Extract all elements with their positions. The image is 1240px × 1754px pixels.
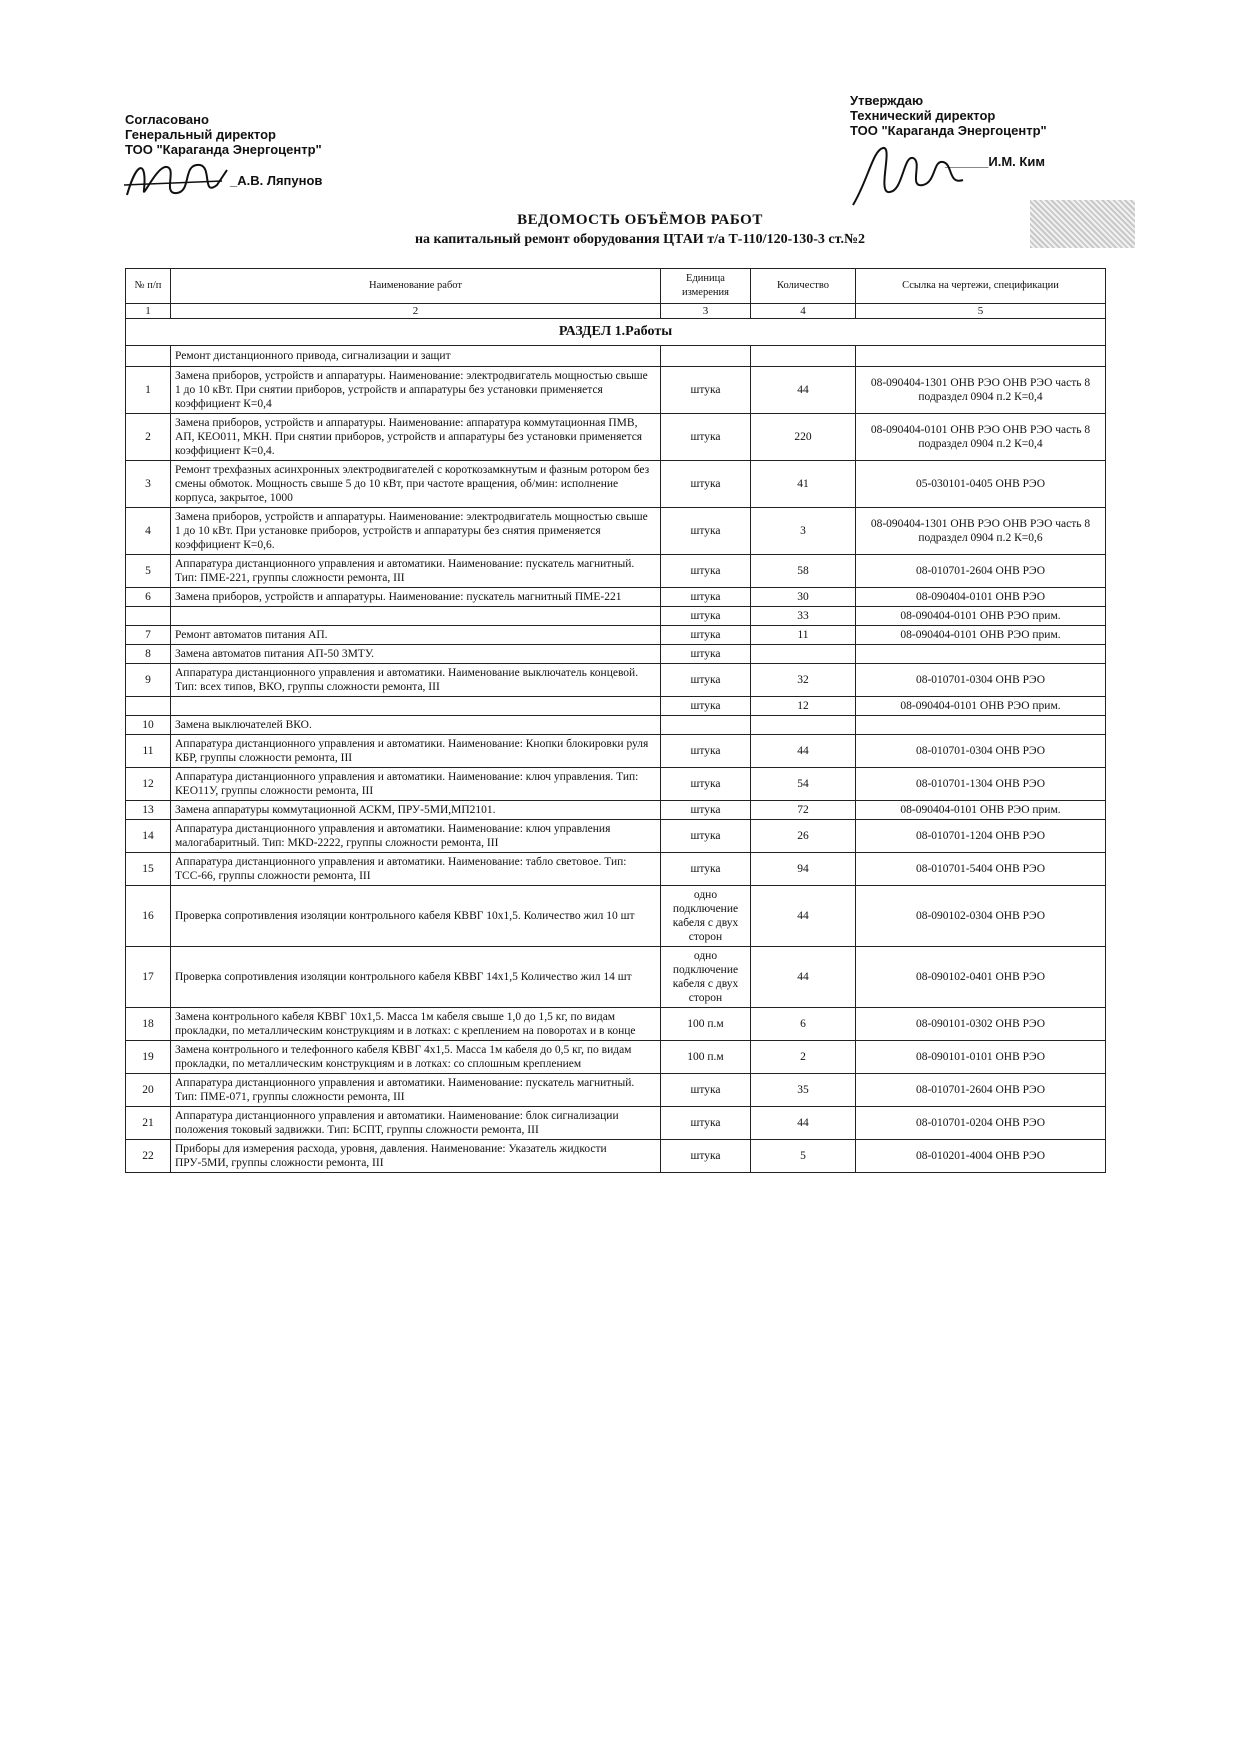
title-line2: на капитальный ремонт оборудования ЦТАИ т/а Т-110/120-130-3 ст.№2 bbox=[414, 232, 866, 247]
row-name: Аппаратура дистанционного управления и автоматики. Наименование: Кнопки блокировки руля КБР, группы сложности ремонта, III bbox=[171, 735, 661, 768]
table-row bbox=[126, 1107, 1106, 1140]
row-qty: 44 bbox=[751, 735, 856, 768]
approval-right-line1: Утверждаю bbox=[850, 93, 924, 108]
approval-right-line3: ТОО "Караганда Энергоцентр" bbox=[850, 123, 1047, 138]
row-name: Аппаратура дистанционного управления и автоматики. Наименование: ключ управления. Тип: КЕО11У, группы сложности ремонта, III bbox=[171, 768, 661, 801]
row-name: Аппаратура дистанционного управления и автоматики. Наименование выключатель концевой. Тип: всех типов, ВКО, группы сложности ремонта, III bbox=[171, 664, 661, 697]
row-unit: штука bbox=[661, 801, 751, 820]
row-num bbox=[126, 607, 171, 626]
row-num: 21 bbox=[126, 1107, 171, 1140]
row-ref: 08-090404-0101 ОНВ РЭО ОНВ РЭО часть 8 подраздел 0904 п.2 К=0,4 bbox=[856, 414, 1106, 461]
row-qty: 44 bbox=[751, 1107, 856, 1140]
row-num: 17 bbox=[126, 947, 171, 1008]
row-qty: 11 bbox=[751, 626, 856, 645]
row-name bbox=[171, 607, 661, 626]
signature-left bbox=[122, 155, 232, 205]
table-row bbox=[126, 508, 1106, 555]
header-unit: Единица измерения bbox=[661, 269, 751, 304]
row-unit: штука bbox=[661, 555, 751, 588]
row-unit: штука bbox=[661, 607, 751, 626]
row-num: 8 bbox=[126, 645, 171, 664]
row-name: Замена приборов, устройств и аппаратуры. Наименование: пускатель магнитный ПМЕ-221 bbox=[171, 588, 661, 607]
row-name: Ремонт автоматов питания АП. bbox=[171, 626, 661, 645]
row-num: 15 bbox=[126, 853, 171, 886]
row-qty: 44 bbox=[751, 886, 856, 947]
row-ref: 08-010701-2604 ОНВ РЭО bbox=[856, 555, 1106, 588]
index-cell: 4 bbox=[751, 304, 856, 319]
table-row bbox=[126, 414, 1106, 461]
header-num: № п/п bbox=[126, 269, 171, 304]
table-row bbox=[126, 461, 1106, 508]
approval-left-line2: Генеральный директор bbox=[125, 127, 276, 142]
row-num: 18 bbox=[126, 1008, 171, 1041]
row-ref: 08-090404-0101 ОНВ РЭО прим. bbox=[856, 607, 1106, 626]
table-row bbox=[126, 1008, 1106, 1041]
row-qty: 3 bbox=[751, 508, 856, 555]
row-num: 11 bbox=[126, 735, 171, 768]
table-row bbox=[126, 801, 1106, 820]
row-unit: одно подключение кабеля с двух сторон bbox=[661, 947, 751, 1008]
row-qty: 26 bbox=[751, 820, 856, 853]
table-row bbox=[126, 645, 1106, 664]
subsection-num-cell bbox=[126, 346, 171, 367]
index-cell: 1 bbox=[126, 304, 171, 319]
row-num: 2 bbox=[126, 414, 171, 461]
row-name: Аппаратура дистанционного управления и автоматики. Наименование: табло световое. Тип: ТСС-66, группы сложности ремонта, III bbox=[171, 853, 661, 886]
document-title bbox=[320, 212, 960, 248]
row-name: Проверка сопротивления изоляции контрольного кабеля КВВГ 14х1,5 Количество жил 14 шт bbox=[171, 947, 661, 1008]
stamp-mark bbox=[1030, 200, 1135, 248]
row-ref: 08-010701-0204 ОНВ РЭО bbox=[856, 1107, 1106, 1140]
row-unit: штука bbox=[661, 768, 751, 801]
row-unit: штука bbox=[661, 820, 751, 853]
row-qty: 35 bbox=[751, 1074, 856, 1107]
approval-left-line3: ТОО "Караганда Энергоцентр" bbox=[125, 142, 322, 157]
row-num: 1 bbox=[126, 367, 171, 414]
row-name: Замена контрольного и телефонного кабеля КВВГ 4х1,5. Масса 1м кабеля до 0,5 кг, по видам прокладки, по металлическим конструкциям и в лотках: со сплошным креплением bbox=[171, 1041, 661, 1074]
row-qty bbox=[751, 716, 856, 735]
approval-left-line1: Согласовано bbox=[125, 112, 209, 127]
row-qty bbox=[751, 645, 856, 664]
row-name: Аппаратура дистанционного управления и автоматики. Наименование: пускатель магнитный. Тип: ПМЕ-071, группы сложности ремонта, III bbox=[171, 1074, 661, 1107]
row-unit: штука bbox=[661, 414, 751, 461]
row-unit: штука bbox=[661, 588, 751, 607]
row-num: 5 bbox=[126, 555, 171, 588]
row-num: 3 bbox=[126, 461, 171, 508]
row-num: 13 bbox=[126, 801, 171, 820]
row-name: Замена приборов, устройств и аппаратуры. Наименование: электродвигатель мощностью свыше 1 до 10 кВт. При установке приборов, устройств и аппаратуры без снятия применяется коэффициент К=0,6. bbox=[171, 508, 661, 555]
row-num: 22 bbox=[126, 1140, 171, 1173]
row-ref: 08-090404-0101 ОНВ РЭО прим. bbox=[856, 626, 1106, 645]
approval-right-line2: Технический директор bbox=[850, 108, 996, 123]
approval-left-signer: А.В. Ляпунов bbox=[237, 173, 323, 188]
table-row bbox=[126, 768, 1106, 801]
row-qty: 41 bbox=[751, 461, 856, 508]
row-num: 12 bbox=[126, 768, 171, 801]
row-ref: 08-090102-0401 ОНВ РЭО bbox=[856, 947, 1106, 1008]
row-ref: 08-010701-5404 ОНВ РЭО bbox=[856, 853, 1106, 886]
index-cell: 3 bbox=[661, 304, 751, 319]
row-qty: 94 bbox=[751, 853, 856, 886]
row-name: Ремонт трехфазных асинхронных электродвигателей с короткозамкнутым и фазным ротором без смены обмоток. Мощность свыше 5 до 10 кВт, при частоте вращения, об/мин: исполнение корпуса, закрытое, 1000 bbox=[171, 461, 661, 508]
index-cell: 2 bbox=[171, 304, 661, 319]
row-num: 7 bbox=[126, 626, 171, 645]
section-row bbox=[126, 319, 1106, 346]
row-ref: 08-090404-1301 ОНВ РЭО ОНВ РЭО часть 8 подраздел 0904 п.2 К=0,6 bbox=[856, 508, 1106, 555]
table-row bbox=[126, 853, 1106, 886]
row-name: Аппаратура дистанционного управления и автоматики. Наименование: пускатель магнитный. Тип: ПМЕ-221, группы сложности ремонта, III bbox=[171, 555, 661, 588]
row-num: 6 bbox=[126, 588, 171, 607]
row-ref: 08-090404-0101 ОНВ РЭО bbox=[856, 588, 1106, 607]
row-qty: 44 bbox=[751, 367, 856, 414]
title-line1: ВЕДОМОСТЬ ОБЪЁМОВ РАБОТ bbox=[517, 212, 763, 228]
row-unit: штука bbox=[661, 664, 751, 697]
row-name: Замена приборов, устройств и аппаратуры. Наименование: аппаратура коммутационная ПМВ, АП, КЕО011, МКН. При снятии приборов, устройств и аппаратуры без установки применяется коэффициент К=0,4. bbox=[171, 414, 661, 461]
row-name: Замена контрольного кабеля КВВГ 10х1,5. Масса 1м кабеля свыше 1,0 до 1,5 кг, по видам прокладки, по металлическим конструкциям и в лотках: с креплением на поворотах и в конце bbox=[171, 1008, 661, 1041]
row-unit: штука bbox=[661, 697, 751, 716]
table-row bbox=[126, 1041, 1106, 1074]
row-unit: штука bbox=[661, 645, 751, 664]
row-unit: одно подключение кабеля с двух сторон bbox=[661, 886, 751, 947]
row-ref: 08-090101-0302 ОНВ РЭО bbox=[856, 1008, 1106, 1041]
table-row bbox=[126, 588, 1106, 607]
table-row bbox=[126, 735, 1106, 768]
row-qty: 12 bbox=[751, 697, 856, 716]
row-ref: 08-010701-1304 ОНВ РЭО bbox=[856, 768, 1106, 801]
row-ref: 08-090404-0101 ОНВ РЭО прим. bbox=[856, 697, 1106, 716]
row-qty: 2 bbox=[751, 1041, 856, 1074]
row-name: Проверка сопротивления изоляции контрольного кабеля КВВГ 10х1,5. Количество жил 10 шт bbox=[171, 886, 661, 947]
row-qty: 32 bbox=[751, 664, 856, 697]
row-unit: штука bbox=[661, 367, 751, 414]
row-qty: 33 bbox=[751, 607, 856, 626]
approval-block-left: Согласовано Генеральный директор ТОО "Караганда Энергоцентр" _А.В. Ляпунов bbox=[125, 112, 323, 188]
table-row bbox=[126, 1074, 1106, 1107]
table-row bbox=[126, 886, 1106, 947]
row-unit: штука bbox=[661, 508, 751, 555]
row-num bbox=[126, 697, 171, 716]
row-unit: штука bbox=[661, 1074, 751, 1107]
signature-right bbox=[848, 140, 968, 210]
row-ref: 08-090101-0101 ОНВ РЭО bbox=[856, 1041, 1106, 1074]
table-header-row bbox=[126, 269, 1106, 304]
row-unit: 100 п.м bbox=[661, 1008, 751, 1041]
row-ref: 08-010701-0304 ОНВ РЭО bbox=[856, 664, 1106, 697]
row-num: 20 bbox=[126, 1074, 171, 1107]
table-row bbox=[126, 607, 1106, 626]
index-cell: 5 bbox=[856, 304, 1106, 319]
table-row bbox=[126, 367, 1106, 414]
row-unit: штука bbox=[661, 461, 751, 508]
table-row bbox=[126, 664, 1106, 697]
row-ref: 08-010701-2604 ОНВ РЭО bbox=[856, 1074, 1106, 1107]
section-title: РАЗДЕЛ 1.Работы bbox=[126, 319, 1106, 346]
row-name: Замена выключателей ВКО. bbox=[171, 716, 661, 735]
row-num: 14 bbox=[126, 820, 171, 853]
row-ref bbox=[856, 716, 1106, 735]
row-num: 4 bbox=[126, 508, 171, 555]
row-qty: 72 bbox=[751, 801, 856, 820]
approval-right-signer: И.М. Ким bbox=[988, 154, 1045, 169]
row-qty: 6 bbox=[751, 1008, 856, 1041]
row-num: 9 bbox=[126, 664, 171, 697]
row-name: Замена автоматов питания АП-50 3МТУ. bbox=[171, 645, 661, 664]
row-unit: штука bbox=[661, 853, 751, 886]
row-ref: 08-010701-0304 ОНВ РЭО bbox=[856, 735, 1106, 768]
row-num: 16 bbox=[126, 886, 171, 947]
row-ref: 08-090404-0101 ОНВ РЭО прим. bbox=[856, 801, 1106, 820]
row-unit: штука bbox=[661, 1140, 751, 1173]
table-row bbox=[126, 626, 1106, 645]
row-name: Замена аппаратуры коммутационной АСКМ, ПРУ-5МИ,МП2101. bbox=[171, 801, 661, 820]
header-qty: Количество bbox=[751, 269, 856, 304]
row-ref: 05-030101-0405 ОНВ РЭО bbox=[856, 461, 1106, 508]
row-name bbox=[171, 697, 661, 716]
subsection-title: Ремонт дистанционного привода, сигнализации и защит bbox=[171, 346, 661, 367]
row-ref: 08-010201-4004 ОНВ РЭО bbox=[856, 1140, 1106, 1173]
table-row bbox=[126, 697, 1106, 716]
table-row bbox=[126, 1140, 1106, 1173]
row-name: Аппаратура дистанционного управления и автоматики. Наименование: блок сигнализации положения токовый задвижки. Тип: БСПТ, группы сложности ремонта, III bbox=[171, 1107, 661, 1140]
row-ref: 08-010701-1204 ОНВ РЭО bbox=[856, 820, 1106, 853]
row-name: Приборы для измерения расхода, уровня, давления. Наименование: Указатель жидкости ПРУ-5МИ, группы сложности ремонта, III bbox=[171, 1140, 661, 1173]
works-table bbox=[125, 268, 1106, 1173]
index-row bbox=[126, 304, 1106, 319]
row-qty: 58 bbox=[751, 555, 856, 588]
subsection-empty-cell bbox=[856, 346, 1106, 367]
row-ref bbox=[856, 645, 1106, 664]
row-unit bbox=[661, 716, 751, 735]
row-unit: штука bbox=[661, 1107, 751, 1140]
subsection-empty-cell bbox=[661, 346, 751, 367]
row-ref: 08-090404-1301 ОНВ РЭО ОНВ РЭО часть 8 подраздел 0904 п.2 К=0,4 bbox=[856, 367, 1106, 414]
row-name: Аппаратура дистанционного управления и автоматики. Наименование: ключ управления малогабаритный. Тип: МКD-2222, группы сложности ремонта, III bbox=[171, 820, 661, 853]
table-row bbox=[126, 716, 1106, 735]
row-num: 10 bbox=[126, 716, 171, 735]
row-qty: 54 bbox=[751, 768, 856, 801]
subsection-row bbox=[126, 346, 1106, 367]
table-row bbox=[126, 947, 1106, 1008]
approval-block-right: Утверждаю Технический директор ТОО "Караганда Энергоцентр" ______И.М. Ким bbox=[850, 93, 1047, 169]
table-row bbox=[126, 555, 1106, 588]
header-name: Наименование работ bbox=[171, 269, 661, 304]
row-unit: штука bbox=[661, 735, 751, 768]
row-qty: 44 bbox=[751, 947, 856, 1008]
subsection-empty-cell bbox=[751, 346, 856, 367]
row-qty: 30 bbox=[751, 588, 856, 607]
row-qty: 5 bbox=[751, 1140, 856, 1173]
table-row bbox=[126, 820, 1106, 853]
row-qty: 220 bbox=[751, 414, 856, 461]
row-num: 19 bbox=[126, 1041, 171, 1074]
row-name: Замена приборов, устройств и аппаратуры. Наименование: электродвигатель мощностью свыше 1 до 10 кВт. При снятии приборов, устройств и аппаратуры без установки применяется коэффициент К=0,4 bbox=[171, 367, 661, 414]
row-unit: штука bbox=[661, 626, 751, 645]
row-ref: 08-090102-0304 ОНВ РЭО bbox=[856, 886, 1106, 947]
header-ref: Ссылка на чертежи, спецификации bbox=[856, 269, 1106, 304]
row-unit: 100 п.м bbox=[661, 1041, 751, 1074]
